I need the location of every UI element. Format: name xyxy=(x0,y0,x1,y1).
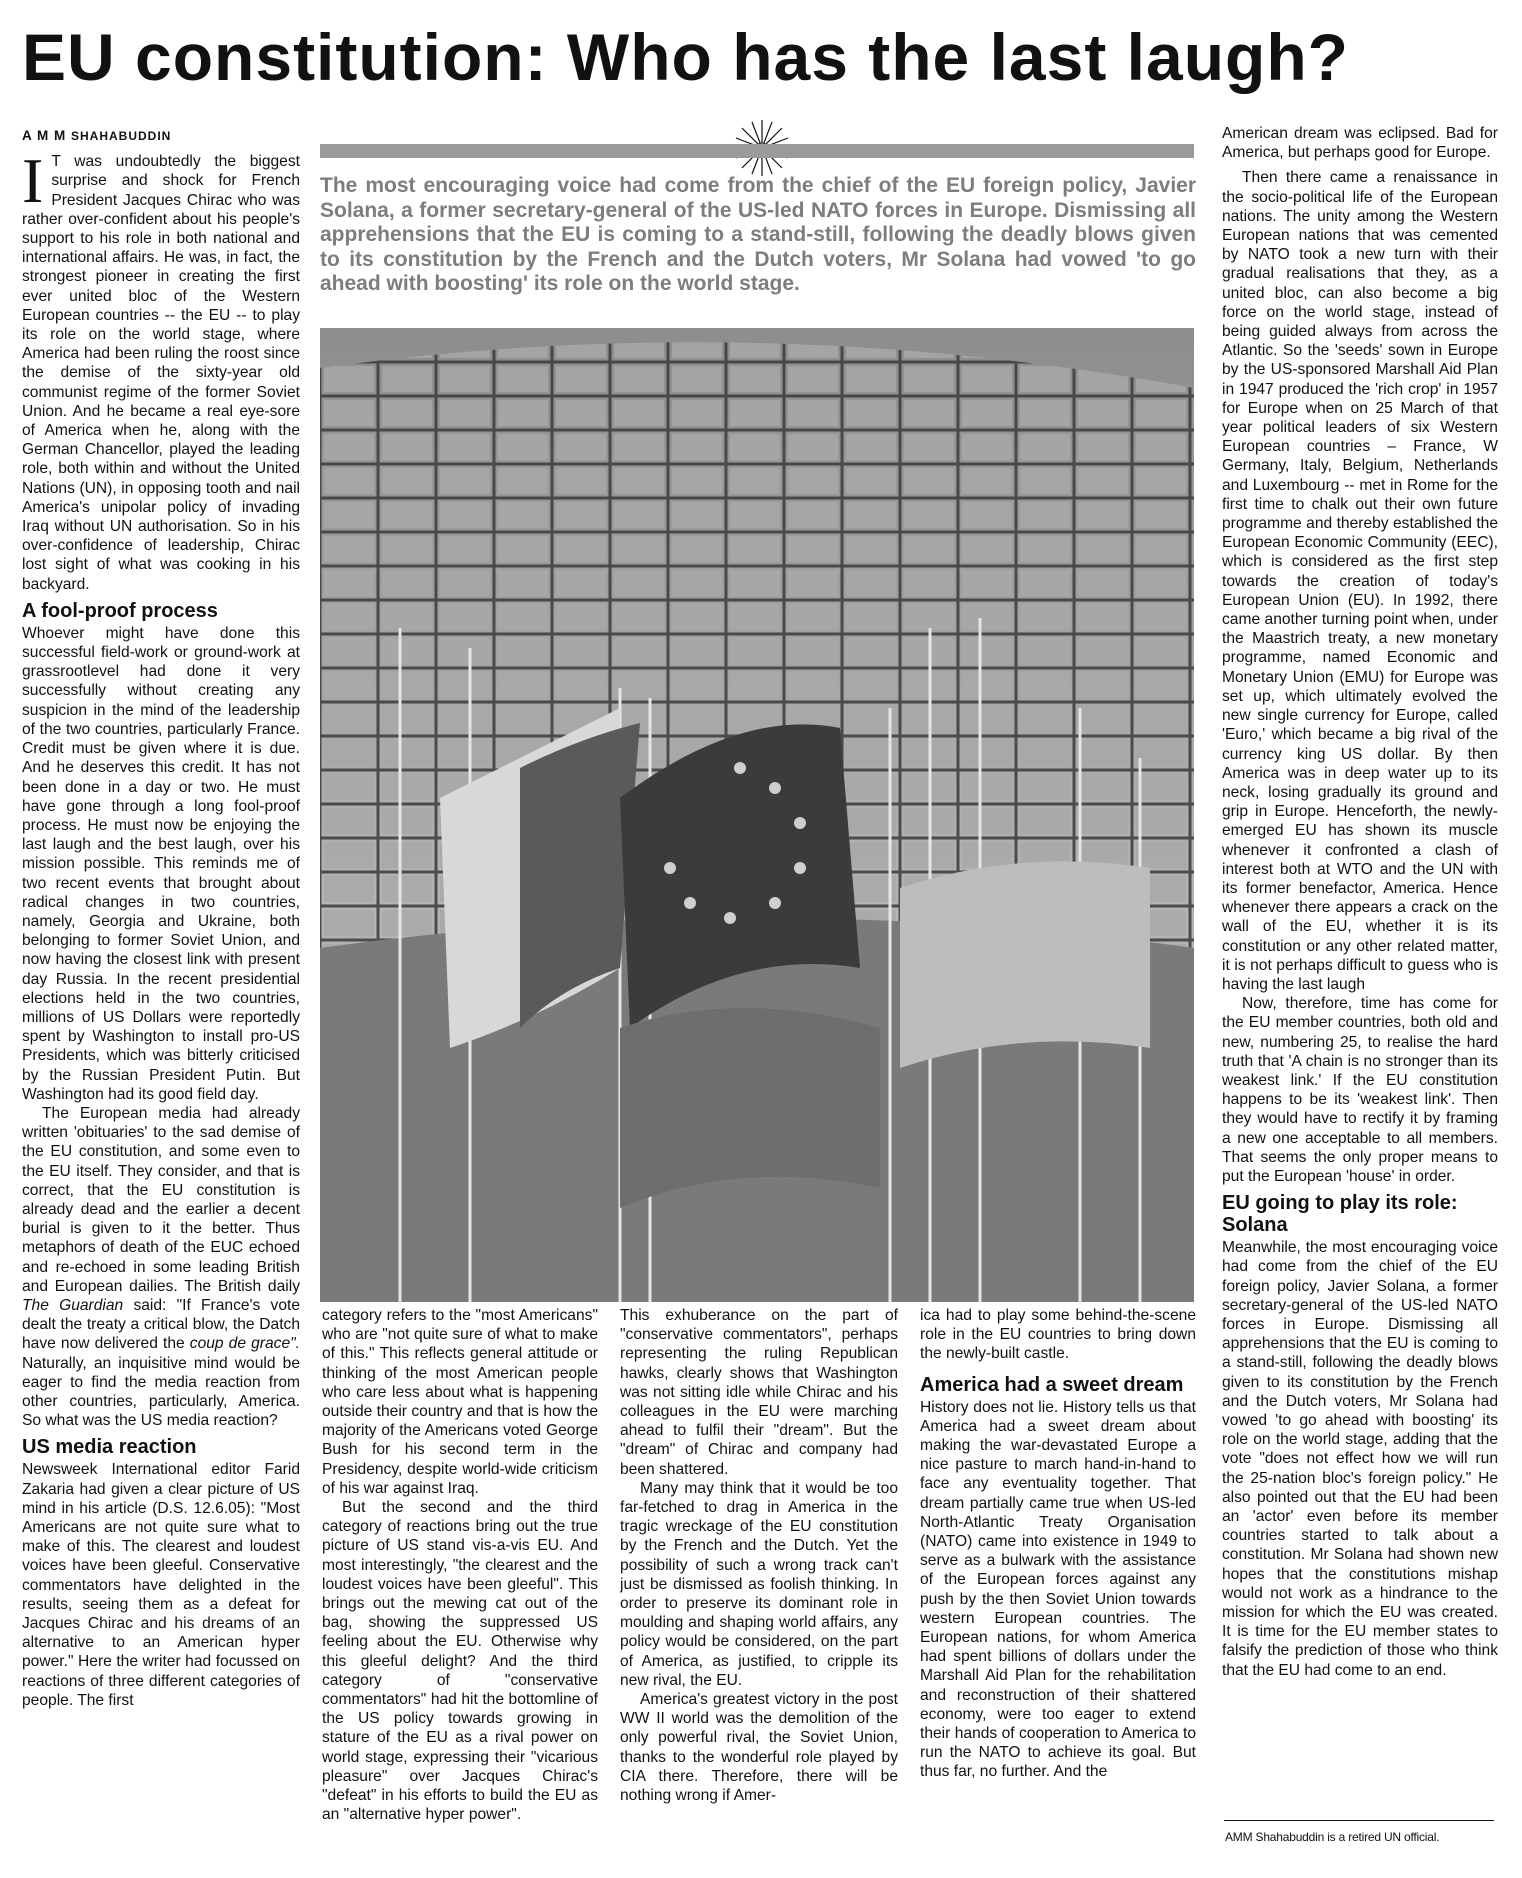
footer-rule xyxy=(1224,1820,1494,1821)
paragraph: Now, therefore, time has come for the EU member countries, both old and new, numbering 25, to realise the hard truth that 'A chain is no stronger than its weakest link.' If the EU constitution happens to be its 'weakest link'. Then they would have to rectify it by framing a new one acceptable to all members. That seems the only proper means to put the European 'house' in order. xyxy=(1222,995,1498,1185)
column-4 xyxy=(920,1306,1196,1872)
pull-quote: The most encouraging voice had come from the chief of the EU foreign policy, Javier Solana, a former secretary-general of the US-led NATO forces in Europe. Dismissing all apprehensions that the EU is coming to a stand-still, following the deadly blows given to its constitution by the French and the Dutch voters, Mr Solana had vowed 'to go ahead with boosting' its role on the world stage. xyxy=(320,174,1196,295)
subheading-fool-proof: A fool-proof process xyxy=(22,599,218,622)
newspaper-name: The Guardian xyxy=(22,1296,124,1314)
paragraph: American dream was eclipsed. Bad for America, but perhaps good for Europe. xyxy=(1222,125,1498,162)
text-span: said: "If France's vote dealt the treaty a critical blow, the Datch have now delivered the xyxy=(22,1296,300,1353)
paragraph: This exhuberance on the part of "conservative commentators", perhaps representing the ruling Republican hawks, clearly shows that Washington was not sitting idle while Chirac and his colleagues in the EU were marching ahead to fulfil their "dream". But the "dream" of Chirac and company had been shattered. xyxy=(620,1307,898,1478)
paragraph: Whoever might have done this successful field-work or ground-work at grassrootlevel had done it very successfully without creating any suspicion in the mind of the leadership of the two countries, particularly France. Credit must be given where it is due. And he deserves this credit. It has not been done in a day or two. He must have gone through a long fool-proof process. He must now be enjoying the last laugh and the best laugh, over his mission possible. This reminds me of two recent events that brought about radical changes in two countries, namely, Georgia and Ukraine, both belonging to former Soviet Union, and now having the closest link with present day Russia. In the recent presidential elections held in the two countries, millions of US Dollars were reportedly spent by Washington to install pro-US Presidents, which was bitterly criticised by the Russian President Putin. But Washington had its good field day. xyxy=(22,624,300,1103)
text-span: Naturally, an inquisitive mind would be eager to find the media reaction from other countries, particularly, America. So what was the US media reaction? xyxy=(22,1354,300,1430)
paragraph: Newsweek International editor Farid Zakaria had given a clear picture of US mind in his article (D.S. 12.6.05): "Most Americans are not quite sure what to make of this. The clearest and loudest voices have been gleeful. Conservative commentators have delighted in the results, seeing them as a defeat for Jacques Chirac and his dreams of an alternative to an American hyper power." Here the writer had focussed on reactions of three different categories of people. The first xyxy=(22,1461,300,1709)
subheading-us-media: US media reaction xyxy=(22,1436,197,1459)
paragraph: But the second and the third category of reactions bring out the true picture of US stand vis-a-vis EU. And most interestingly, "the clearest and the loudest voices have been gleeful". This brings out the mewing cat out of the bag, showing the suppressed US feeling about the EU. Otherwise why this gleeful delight? And the third category of "conservative commentators" had hit the bottomline of the US policy towards growing in stature of the EU as a rival power on world stage, expressing their "vicarious pleasure" over Jacques Chirac's "defeat" in his efforts to build the EU as an "alternative hyper power". xyxy=(322,1499,598,1824)
byline xyxy=(22,126,300,146)
paragraph: Many may think that it would be too far-fetched to drag in America in the tragic wreckage of the EU constitution by the French and the Dutch. Yet the possibility of such a wrong track can't just be dismissed as foolish thinking. In order to preserve its dominant role in moulding and shaping world affairs, any policy would be considered, on the part of America, as justified, to cripple its new rival, the EU. xyxy=(620,1479,898,1689)
column-1 xyxy=(22,126,300,1874)
photo-illustration xyxy=(320,328,1194,1302)
photo-eu-flags xyxy=(320,328,1194,1302)
paragraph xyxy=(22,1104,300,1430)
decorative-bar xyxy=(320,144,1194,158)
byline-initials: A M M xyxy=(22,128,67,143)
drop-cap: I xyxy=(22,145,44,217)
text-span: The European media had already written 'obituaries' to the sad demise of the EU constitution, and some even to the EU itself. They consider, and that is correct, that the EU constitution is already dead and the earlier a decent burial is given to it the better. Thus metaphors of death of the EUC echoed and re-echoed in some leading British and European dailies. The British daily xyxy=(22,1104,300,1295)
byline-name: SHAHABUDDIN xyxy=(71,129,172,143)
paragraph: History does not lie. History tells us that America had a sweet dream about making the war-devastated Europe a nice pasture to march hand-in-hand to face any eventuality together. That dream partially came true when US-led North-Atlantic Treaty Organisation (NATO) came into existence in 1949 to serve as a bulwark with the assistance of the European forces against any push by the then Soviet Union towards western European countries. The European nations, for whom America had spent billions of dollars under the Marshall Aid Plan for the rehabilitation and reconstruction of their shattered economy, were too eager to extend their hands of cooperation to America to run the NATO to achieve its goal. But thus far, no further. And the xyxy=(920,1398,1196,1781)
column-3 xyxy=(620,1306,898,1872)
column-5 xyxy=(1222,124,1498,1814)
paragraph: Meanwhile, the most encouraging voice had come from the chief of the EU foreign policy, Javier Solana, a former secretary-general of the US-led NATO forces in Europe. Dismissing all apprehensions that the EU is coming to a stand-still, following the deadly blows given to its constitution by the French and the Dutch voters, Mr Solana had vowed 'to go ahead with boosting' its role on the world stage, adding that the vote "does not effect how we will run the 25-nation bloc's foreign policy." He also pointed out that the EU had been an 'actor' even before its member countries started to talk about a constitution. Mr Solana had shown new hopes that the constitutions mishap would not work as a hindrance to the mission for which the EU was created. It is time for the EU member states to falsify the prediction of those who think that the EU had come to an end. xyxy=(1222,1239,1498,1679)
paragraph: category refers to the "most Americans" who are "not quite sure of what to make of this." This reflects general attitude or thinking of the most American people who care less about what is happening outside their country and that is how the majority of the Americans voted George Bush for his second term in the Presidency, despite world-wide criticism of his war against Iraq. xyxy=(322,1307,598,1497)
paragraph: T was undoubtedly the biggest surprise and shock for French President Jacques Chirac who was rather over-confident about his people's support to his role in both national and international affairs. He was, in fact, the strongest pioneer in creating the first ever united bloc of the Western European countries -- the EU -- to play its role on the world stage, where America had been ruling the roost since the demise of the sixty-year old communist regime of the former Soviet Union. And he became a real eye-sore of America when he, along with the German Chancellor, played the leading role, both within and without the United Nations (UN), in opposing tooth and nail America's unipolar policy of invading Iraq without UN authorisation. So in his over-confidence of leadership, Chirac lost sight of what was cooking in his backyard. xyxy=(22,153,300,593)
author-footnote: AMM Shahabuddin is a retired UN official. xyxy=(1225,1830,1440,1844)
subheading-sweet-dream: America had a sweet dream xyxy=(920,1373,1184,1396)
column-2 xyxy=(322,1306,598,1872)
quote-italic: coup de grace". xyxy=(189,1335,300,1353)
paragraph: Then there came a renaissance in the socio-political life of the European nations. The unity among the Western European nations that was cemented by NATO took a new turn with their gradual realisations that they, as a united bloc, can also become a big force on the world stage, instead of being guided always from across the Atlantic. So the 'seeds' sown in Europe by the US-sponsored Marshall Aid Plan in 1947 produced the 'rich crop' in 1957 for Europe when on 25 March of that year political leaders of six Western European countries – France, W Germany, Italy, Belgium, Netherlands and Luxembourg -- met in Rome for the first time to chalk out their own future programme and thereby established the European Economic Community (EEC), which is considered as the first step towards the creation of today's European Union (EU). In 1992, there came another turning point when, under the Maastrich treaty, a new monetary programme, named Economic and Monetary Union (EMU) for Europe was set up, which ultimately evolved the new single currency for Europe, called 'Euro,' which became a big rival of the currency king US dollar. By then America was in deep water up to its neck, losing gradually its ground and grip in Europe. Henceforth, the newly-emerged EU has shown its muscle whenever it confronted a clash of interest both at WTO and the UN with its former benefactor, America. Hence whenever there appears a crack on the wall of the EU, whether it is its constitution or any other related matter, it is not perhaps difficult to guess who is having the last laugh xyxy=(1222,169,1498,993)
subheading-solana: EU going to play its role: Solana xyxy=(1222,1192,1458,1237)
paragraph: America's greatest victory in the post WW II world was the demolition of the only powerful rival, the Soviet Union, thanks to the wonderful role played by CIA there. Therefore, there will be nothing wrong if Amer- xyxy=(620,1691,898,1805)
headline: EU constitution: Who has the last laugh? xyxy=(22,20,1349,94)
paragraph: ica had to play some behind-the-scene role in the EU countries to bring down the newly-built castle. xyxy=(920,1307,1196,1363)
